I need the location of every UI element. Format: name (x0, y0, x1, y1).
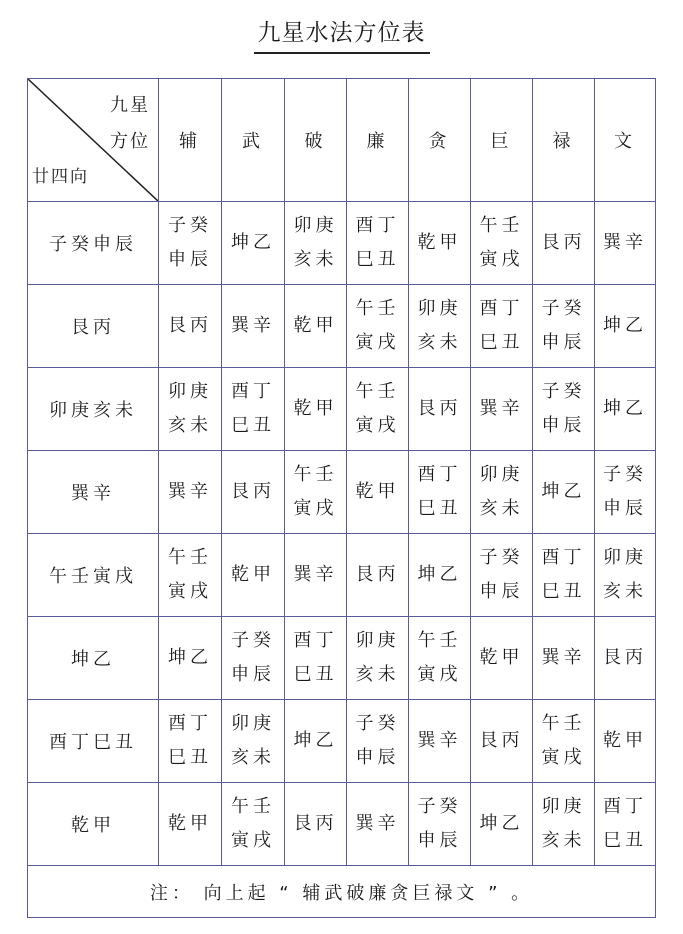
table-cell (222, 617, 285, 700)
cell-text: 申辰 (168, 249, 212, 270)
table-cell (159, 368, 222, 451)
cell-text: 乾甲 (293, 315, 338, 336)
row-label-cell: 子癸申辰 (28, 202, 159, 285)
cell-text: 寅戌 (417, 664, 462, 685)
row-label-cell: 艮丙 (28, 285, 159, 368)
cell-text: 巳丑 (293, 664, 338, 685)
table-cell (595, 534, 656, 617)
star-header-cell: 禄 (533, 79, 595, 202)
cell-text: 子癸 (231, 630, 275, 651)
table-cell (595, 285, 656, 368)
cell-text: 午壬 (231, 796, 275, 817)
cell-text: 艮丙 (293, 813, 338, 834)
star-header-cell: 巨 (471, 79, 533, 202)
cell-text: 申辰 (541, 332, 586, 353)
cell-text: 巽辛 (479, 398, 524, 419)
cell-text: 艮丙 (541, 232, 586, 253)
table-cell (595, 202, 656, 285)
star-header-cell: 贪 (409, 79, 471, 202)
table-cell (222, 700, 285, 783)
table-row (28, 783, 656, 866)
cell-text: 乾甲 (231, 564, 275, 585)
cell-text: 乾甲 (168, 813, 212, 834)
cell-text: 亥未 (355, 664, 400, 685)
cell-text: 申辰 (417, 830, 462, 851)
corner-label-direction: 方位 (110, 131, 150, 152)
table-cell (347, 451, 409, 534)
cell-text: 午壬 (541, 713, 586, 734)
table-row (28, 451, 656, 534)
cell-text: 坤乙 (293, 730, 338, 751)
table-cell (409, 285, 471, 368)
table-cell (222, 451, 285, 534)
page-title-text: 九星水法方位表 (254, 14, 430, 54)
table-cell (409, 617, 471, 700)
cell-text: 卯庚 (231, 713, 275, 734)
table-cell (222, 202, 285, 285)
row-label-cell: 巽辛 (28, 451, 159, 534)
table-cell (159, 285, 222, 368)
cell-text: 寅戌 (355, 415, 400, 436)
cell-text: 亥未 (417, 332, 462, 353)
table-cell (533, 451, 595, 534)
table-cell (347, 202, 409, 285)
table-cell (471, 617, 533, 700)
corner-label-mountains: 廿四向 (32, 167, 89, 187)
table-cell (471, 368, 533, 451)
table-cell (409, 368, 471, 451)
cell-text: 午壬 (355, 381, 400, 402)
table-cell (222, 368, 285, 451)
table-cell (347, 534, 409, 617)
table-cell (533, 783, 595, 866)
table-cell (595, 451, 656, 534)
table-cell (159, 617, 222, 700)
cell-text: 乾甲 (355, 481, 400, 502)
cell-text: 午壬 (417, 630, 462, 651)
cell-text: 巳丑 (603, 830, 647, 851)
cell-text: 酉丁 (168, 713, 212, 734)
cell-text: 子癸 (417, 796, 462, 817)
table-cell (533, 534, 595, 617)
cell-text: 午壬 (479, 215, 524, 236)
table-cell (533, 202, 595, 285)
table-cell (471, 202, 533, 285)
table-cell (285, 202, 347, 285)
cell-text: 艮丙 (603, 647, 647, 668)
table-cell (285, 451, 347, 534)
table-cell (222, 534, 285, 617)
table-cell (409, 783, 471, 866)
cell-text: 子癸 (541, 381, 586, 402)
row-label-cell: 乾甲 (28, 783, 159, 866)
row-label-cell: 酉丁巳丑 (28, 700, 159, 783)
cell-text: 亥未 (603, 581, 647, 602)
table-cell (409, 451, 471, 534)
cell-text: 申辰 (479, 581, 524, 602)
cell-text: 寅戌 (541, 747, 586, 768)
cell-text: 子癸 (479, 547, 524, 568)
row-label-cell: 坤乙 (28, 617, 159, 700)
cell-text: 卯庚 (603, 547, 647, 568)
cell-text: 申辰 (603, 498, 647, 519)
cell-text: 午壬 (168, 547, 212, 568)
cell-text: 子癸 (355, 713, 400, 734)
table-cell (471, 700, 533, 783)
cell-text: 巽辛 (603, 232, 647, 253)
cell-text: 卯庚 (479, 464, 524, 485)
cell-text: 子癸 (541, 298, 586, 319)
table-cell (595, 783, 656, 866)
cell-text: 巳丑 (479, 332, 524, 353)
cell-text: 寅戌 (231, 830, 275, 851)
table-cell (409, 534, 471, 617)
table-row (28, 368, 656, 451)
cell-text: 卯庚 (417, 298, 462, 319)
table-cell (285, 617, 347, 700)
cell-text: 巽辛 (355, 813, 400, 834)
cell-text: 亥未 (541, 830, 586, 851)
table-cell (533, 285, 595, 368)
cell-text: 巽辛 (231, 315, 275, 336)
table-cell (471, 783, 533, 866)
table-cell (159, 700, 222, 783)
cell-text: 寅戌 (479, 249, 524, 270)
cell-text: 巳丑 (355, 249, 400, 270)
cell-text: 酉丁 (231, 381, 275, 402)
cell-text: 申辰 (541, 415, 586, 436)
table-row (28, 700, 656, 783)
note-row (28, 866, 656, 918)
cell-text: 亥未 (479, 498, 524, 519)
corner-label-stars: 九星 (110, 95, 150, 116)
cell-text: 艮丙 (231, 481, 275, 502)
cell-text: 亥未 (168, 415, 212, 436)
cell-text: 坤乙 (417, 564, 462, 585)
star-header-cell: 武 (222, 79, 285, 202)
cell-text: 巽辛 (541, 647, 586, 668)
table-cell (159, 202, 222, 285)
table-cell (533, 700, 595, 783)
cell-text: 坤乙 (168, 647, 212, 668)
cell-text: 申辰 (231, 664, 275, 685)
cell-text: 巳丑 (231, 415, 275, 436)
cell-text: 巳丑 (417, 498, 462, 519)
table-row (28, 285, 656, 368)
cell-text: 卯庚 (168, 381, 212, 402)
nine-star-table (27, 78, 656, 918)
cell-text: 午壬 (293, 464, 338, 485)
cell-text: 酉丁 (479, 298, 524, 319)
table-cell (533, 368, 595, 451)
table-cell (409, 202, 471, 285)
header-row (28, 79, 656, 202)
cell-text: 酉丁 (541, 547, 586, 568)
table-row (28, 534, 656, 617)
table-cell (595, 700, 656, 783)
cell-text: 乾甲 (603, 730, 647, 751)
row-label-cell: 卯庚亥未 (28, 368, 159, 451)
table-cell (471, 285, 533, 368)
cell-text: 子癸 (168, 215, 212, 236)
page-title (0, 14, 683, 54)
table-cell (159, 783, 222, 866)
cell-text: 卯庚 (355, 630, 400, 651)
table-cell (285, 368, 347, 451)
cell-text: 坤乙 (603, 315, 647, 336)
cell-text: 艮丙 (417, 398, 462, 419)
star-header-cell: 廉 (347, 79, 409, 202)
star-header-cell: 辅 (159, 79, 222, 202)
table-cell (533, 617, 595, 700)
cell-text: 巳丑 (168, 747, 212, 768)
table-cell (347, 368, 409, 451)
cell-text: 乾甲 (479, 647, 524, 668)
cell-text: 卯庚 (541, 796, 586, 817)
cell-text: 寅戌 (168, 581, 212, 602)
star-header-cell: 破 (285, 79, 347, 202)
table-row (28, 202, 656, 285)
row-label-cell: 午壬寅戌 (28, 534, 159, 617)
table-cell (595, 617, 656, 700)
table-cell (285, 783, 347, 866)
cell-text: 酉丁 (603, 796, 647, 817)
table-cell (222, 285, 285, 368)
table-cell (285, 285, 347, 368)
table-cell (159, 451, 222, 534)
cell-text: 艮丙 (355, 564, 400, 585)
cell-text: 午壬 (355, 298, 400, 319)
corner-diagonal-cell (28, 79, 159, 202)
cell-text: 艮丙 (479, 730, 524, 751)
cell-text: 艮丙 (168, 315, 212, 336)
cell-text: 亥未 (231, 747, 275, 768)
table-cell (347, 617, 409, 700)
table-cell (471, 534, 533, 617)
cell-text: 巽辛 (168, 481, 212, 502)
table-cell (471, 451, 533, 534)
cell-text: 坤乙 (479, 813, 524, 834)
cell-text: 乾甲 (417, 232, 462, 253)
cell-text: 酉丁 (417, 464, 462, 485)
cell-text: 坤乙 (541, 481, 586, 502)
cell-text: 坤乙 (603, 398, 647, 419)
table-cell (285, 700, 347, 783)
table-cell (347, 285, 409, 368)
cell-text: 子癸 (603, 464, 647, 485)
table-cell (595, 368, 656, 451)
table-cell (285, 534, 347, 617)
table-cell (159, 534, 222, 617)
cell-text: 酉丁 (355, 215, 400, 236)
note-text: 注： 向上起 “ 辅武破廉贪巨禄文 ” 。 (28, 866, 656, 918)
cell-text: 巽辛 (417, 730, 462, 751)
cell-text: 亥未 (293, 249, 338, 270)
cell-text: 申辰 (355, 747, 400, 768)
cell-text: 寅戌 (293, 498, 338, 519)
table-cell (347, 700, 409, 783)
table-row (28, 617, 656, 700)
cell-text: 寅戌 (355, 332, 400, 353)
table-cell (409, 700, 471, 783)
cell-text: 乾甲 (293, 398, 338, 419)
cell-text: 酉丁 (293, 630, 338, 651)
cell-text: 坤乙 (231, 232, 275, 253)
cell-text: 卯庚 (293, 215, 338, 236)
table-cell (347, 783, 409, 866)
cell-text: 巳丑 (541, 581, 586, 602)
star-header-cell: 文 (595, 79, 656, 202)
cell-text: 巽辛 (293, 564, 338, 585)
table-cell (222, 783, 285, 866)
